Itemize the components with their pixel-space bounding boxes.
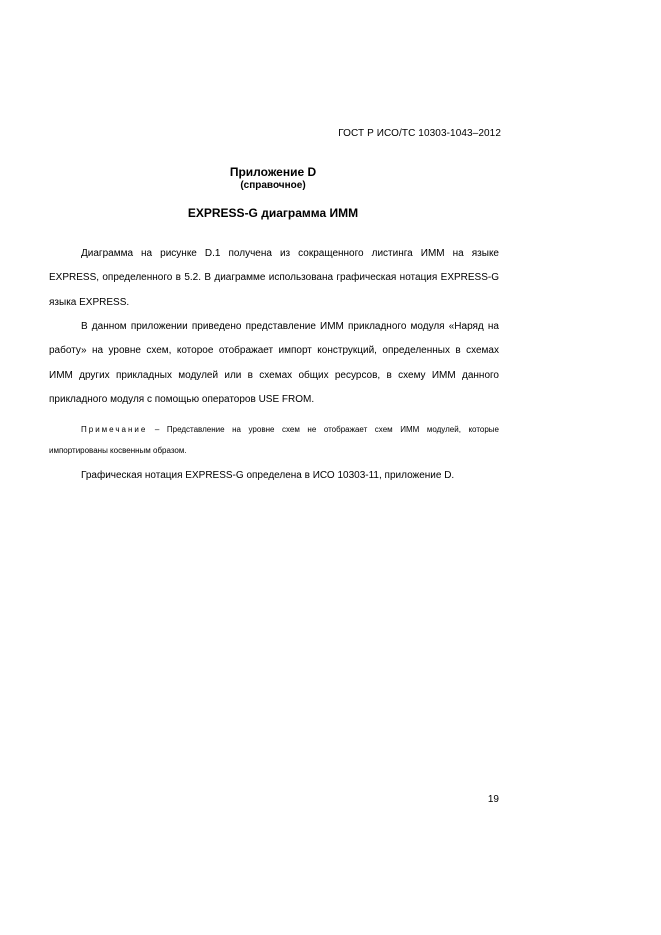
note-dash: – (147, 425, 167, 434)
appendix-title: Приложение D (229, 165, 317, 179)
document-code: ГОСТ Р ИСО/ТС 10303-1043–2012 (338, 128, 501, 139)
paragraph-diagram-source: Диаграмма на рисунке D.1 получена из сокращенного листинга ИММ на языке EXPRESS, определенного в 5.2. В диаграмме использована графическая нотация EXPRESS-G языка EXPRESS. (49, 248, 499, 308)
note (49, 419, 499, 461)
page-number: 19 (487, 794, 499, 805)
section-title: EXPRESS-G диаграмма ИММ (187, 206, 359, 220)
note-label: Примечание (81, 425, 148, 434)
appendix-subtitle: (справочное) (240, 180, 306, 191)
paragraph-notation-reference: Графическая нотация EXPRESS-G определена в ИСО 10303-11, приложение D. (81, 470, 455, 481)
paragraph-schema-representation: В данном приложении приведено представление ИММ прикладного модуля «Наряд на работу» на уровне схем, которое отображает импорт конструкций, определенных в схемах ИММ других прикладных модулей или в схемах общих ресурсов, в схему ИММ данного прикладного модуля с помощью операторов USE FROM. (49, 321, 499, 406)
note-text: Представление на уровне схем не отображает схем ИММ модулей, которые импортированы косвенным образом. (49, 425, 499, 455)
